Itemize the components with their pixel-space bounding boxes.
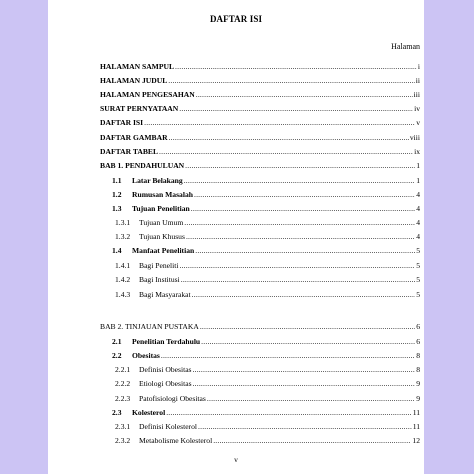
toc-entry-label: Obesitas bbox=[132, 351, 160, 360]
toc-entry-label: Manfaat Penelitian bbox=[132, 246, 195, 255]
toc-entry-page: iii bbox=[413, 90, 420, 99]
toc-entry-number: 2.1 bbox=[112, 337, 122, 346]
toc-dot-leader bbox=[168, 76, 414, 86]
toc-entry-number: 1.4.3 bbox=[115, 290, 131, 299]
toc-entry[interactable] bbox=[100, 232, 420, 242]
toc-entry[interactable] bbox=[100, 176, 420, 186]
toc-dot-leader bbox=[191, 204, 415, 214]
toc-entry-label: Bagi Peneliti bbox=[139, 261, 179, 270]
toc-entry-label: Bagi Masyarakat bbox=[139, 290, 191, 299]
toc-dot-leader bbox=[144, 118, 415, 128]
toc-entry-number: 2.2.3 bbox=[115, 394, 131, 403]
toc-entry-label: DAFTAR ISI bbox=[100, 118, 144, 127]
toc-entry-label: DAFTAR GAMBAR bbox=[100, 133, 168, 142]
toc-dot-leader bbox=[175, 62, 417, 72]
toc-entry-label: SURAT PERNYATAAN bbox=[100, 104, 179, 113]
toc-entry-page: 1 bbox=[416, 176, 420, 185]
toc-entry[interactable] bbox=[100, 394, 420, 404]
toc-entry-label: Patofisiologi Obesitas bbox=[139, 394, 206, 403]
toc-entry-page: 5 bbox=[416, 290, 420, 299]
toc-entry[interactable] bbox=[100, 337, 420, 347]
toc-entry-label: HALAMAN SAMPUL bbox=[100, 62, 175, 71]
toc-entry[interactable] bbox=[100, 422, 420, 432]
toc-entry-label: Metabolisme Kolesterol bbox=[139, 436, 213, 445]
toc-entry-label: HALAMAN PENGESAHAN bbox=[100, 90, 195, 99]
toc-entry[interactable] bbox=[100, 133, 420, 143]
toc-entry-page: 6 bbox=[416, 322, 420, 331]
toc-dot-leader bbox=[184, 218, 415, 228]
toc-entry-page: i bbox=[417, 62, 420, 71]
toc-entry[interactable] bbox=[100, 261, 420, 271]
toc-dot-leader bbox=[161, 351, 415, 361]
toc-entry-page: 11 bbox=[412, 422, 420, 431]
toc-entry[interactable] bbox=[100, 379, 420, 389]
toc-entry-number: 2.3.2 bbox=[115, 436, 131, 445]
toc-entry-page: iv bbox=[414, 104, 420, 113]
toc-dot-leader bbox=[192, 290, 416, 300]
toc-entry[interactable] bbox=[100, 290, 420, 300]
toc-dot-leader bbox=[207, 394, 415, 404]
toc-dot-leader bbox=[200, 322, 415, 332]
toc-entry[interactable] bbox=[100, 204, 420, 214]
page-number-footer: v bbox=[234, 455, 238, 464]
toc-entry-label: Tujuan Penelitian bbox=[132, 204, 190, 213]
toc-entry-number: 1.2 bbox=[112, 190, 122, 199]
toc-entry-page: 4 bbox=[416, 232, 420, 241]
toc-dot-leader bbox=[166, 408, 412, 418]
toc-entry[interactable] bbox=[100, 190, 420, 200]
toc-entry-label: HALAMAN JUDUL bbox=[100, 76, 168, 85]
toc-entry[interactable] bbox=[100, 218, 420, 228]
toc-entry-label: BAB 2. TINJAUAN PUSTAKA bbox=[100, 322, 199, 331]
toc-entry-number: 1.3 bbox=[112, 204, 122, 213]
toc-dot-leader bbox=[181, 275, 415, 285]
toc-entry-number: 2.3.1 bbox=[115, 422, 131, 431]
toc-entry[interactable] bbox=[100, 104, 420, 114]
toc-dot-leader bbox=[198, 422, 412, 432]
toc-entry-number: 1.4.1 bbox=[115, 261, 131, 270]
toc-entry[interactable] bbox=[100, 365, 420, 375]
toc-dot-leader bbox=[195, 246, 415, 256]
toc-entry-page: 8 bbox=[416, 365, 420, 374]
toc-entry-page: 4 bbox=[416, 204, 420, 213]
toc-dot-leader bbox=[159, 147, 413, 157]
toc-entry-page: v bbox=[416, 118, 420, 127]
halaman-column-label: Halaman bbox=[391, 42, 420, 51]
toc-dot-leader bbox=[201, 337, 415, 347]
toc-entry-number: 1.4 bbox=[112, 246, 122, 255]
toc-dot-leader bbox=[186, 232, 415, 242]
toc-entry-number: 2.2.2 bbox=[115, 379, 131, 388]
toc-entry-number: 1.3.2 bbox=[115, 232, 131, 241]
toc-entry-number: 1.3.1 bbox=[115, 218, 131, 227]
toc-entry-label: Definisi Kolesterol bbox=[139, 422, 197, 431]
toc-entry-page: ii bbox=[415, 76, 420, 85]
toc-entry-label: Latar Belakang bbox=[132, 176, 183, 185]
toc-entry-page: 9 bbox=[416, 379, 420, 388]
toc-dot-leader bbox=[184, 176, 416, 186]
toc-entry-page: viii bbox=[409, 133, 420, 142]
toc-entry-page: 6 bbox=[416, 337, 420, 346]
toc-entry[interactable] bbox=[100, 436, 420, 446]
toc-entry-number: 1.1 bbox=[112, 176, 122, 185]
toc-entry[interactable] bbox=[100, 322, 420, 332]
toc-entry-label: Etiologi Obesitas bbox=[139, 379, 192, 388]
toc-entry-page: ix bbox=[414, 147, 420, 156]
toc-entry[interactable] bbox=[100, 161, 420, 171]
toc-dot-leader bbox=[213, 436, 411, 446]
toc-entry-number: 2.3 bbox=[112, 408, 122, 417]
page-title: DAFTAR ISI bbox=[209, 14, 263, 24]
toc-entry[interactable] bbox=[100, 118, 420, 128]
toc-entry[interactable] bbox=[100, 275, 420, 285]
toc-dot-leader bbox=[193, 365, 416, 375]
toc-entry-page: 4 bbox=[416, 190, 420, 199]
toc-entry-page: 5 bbox=[416, 275, 420, 284]
toc-entry[interactable] bbox=[100, 76, 420, 86]
toc-entry-label: Penelitian Terdahulu bbox=[132, 337, 201, 346]
toc-dot-leader bbox=[179, 104, 413, 114]
toc-entry-page: 12 bbox=[412, 436, 420, 445]
toc-entry-page: 8 bbox=[416, 351, 420, 360]
toc-entry-page: 9 bbox=[416, 394, 420, 403]
toc-entry-page: 11 bbox=[412, 408, 420, 417]
toc-entry-number: 1.4.2 bbox=[115, 275, 131, 284]
toc-entry-label: Bagi Institusi bbox=[139, 275, 180, 284]
toc-entry[interactable] bbox=[100, 351, 420, 361]
toc-entry-number: 2.2.1 bbox=[115, 365, 131, 374]
toc-entry[interactable] bbox=[100, 147, 420, 157]
toc-entry-label: Tujuan Umum bbox=[139, 218, 184, 227]
toc-dot-leader bbox=[196, 90, 413, 100]
toc-entry-number: 2.2 bbox=[112, 351, 122, 360]
toc-entry-label: DAFTAR TABEL bbox=[100, 147, 159, 156]
toc-entry[interactable] bbox=[100, 62, 420, 72]
toc-entry-page: 4 bbox=[416, 218, 420, 227]
toc-entry-label: Rumusan Masalah bbox=[132, 190, 193, 199]
toc-entry-label: Definisi Obesitas bbox=[139, 365, 192, 374]
toc-entry-page: 5 bbox=[416, 246, 420, 255]
toc-dot-leader bbox=[169, 133, 409, 143]
toc-dot-leader bbox=[194, 190, 415, 200]
toc-entry-page: 1 bbox=[416, 161, 420, 170]
toc-entry[interactable] bbox=[100, 408, 420, 418]
toc-entry-label: Kolesterol bbox=[132, 408, 166, 417]
toc-entry-label: BAB 1. PENDAHULUAN bbox=[100, 161, 185, 170]
toc-entry-label: Tujuan Khusus bbox=[139, 232, 185, 241]
toc-entry[interactable] bbox=[100, 90, 420, 100]
toc-dot-leader bbox=[193, 379, 416, 389]
document-page bbox=[48, 0, 424, 474]
toc-entry[interactable] bbox=[100, 246, 420, 256]
toc-dot-leader bbox=[185, 161, 415, 171]
toc-entry-page: 5 bbox=[416, 261, 420, 270]
toc-dot-leader bbox=[179, 261, 415, 271]
